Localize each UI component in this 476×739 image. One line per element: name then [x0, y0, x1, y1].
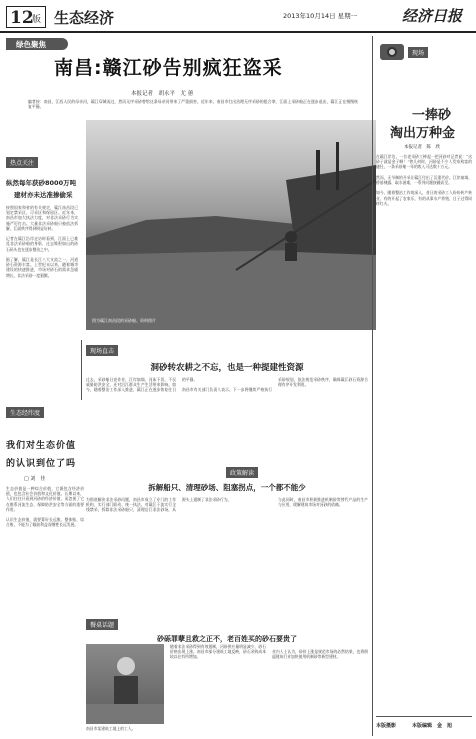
photo-scene [86, 120, 376, 330]
center-tag: 政策解读 [226, 467, 258, 478]
essay-tag: 生态经纬度 [6, 407, 44, 418]
left-subheading: 建材亦未达准掺偷采 [14, 191, 73, 199]
issue-date: 2013年10月14日 星期一 [283, 12, 358, 20]
page-header [0, 0, 476, 32]
right-byline: 本报记者 陈 欣 [404, 145, 440, 150]
right-footer-left: 本版摄影 [376, 723, 397, 729]
right-headline-1: 一捧砂 [412, 108, 452, 123]
right-tag: 现场 [408, 47, 428, 58]
bottom-photo-caption: 南昌市某建筑工地上的工人。 [86, 726, 136, 731]
essay-author: □ 刘 佳 [24, 476, 46, 482]
section-title: 生态经济 [54, 9, 115, 27]
essay-body: 生态价值是一种综合价值，它既包含经济价值，也包含社会价值和文化价值。长期以来，人们往往只看到河砂的经济价值，而忽视了它在维系河流生态、保障防洪安全等方面的重要作用。 认识生态价值，就要算好长远账、整体账、综合账，不能为了眼前利益而牺牲长远发展。 [6, 486, 84, 528]
bottom-body: 随着非法采砂得到有效遏制，河砂供应量明显减少，砂石价格出现上涨。南昌市部分建筑工地反映，砂石采购成本较以往有所增加。 业内人士认为，砂价上涨是规范市场的必然结果，也将倒逼建筑行业加快使用机制砂等新型建材。 [170, 644, 368, 660]
page-number-box [6, 6, 46, 28]
lead-intro: 编者按：南昌，江西人民的母亲河，赣江穿城而过，然而无序采砂曾给这条母亲河带来了严重损害。近年来，南昌市打出治理无序采砂的组合拳，江面上采砂船正在逐步退出，赣江正在慢慢恢复平静。 [28, 99, 358, 110]
mid-article [86, 338, 368, 458]
right-footer-rule [376, 716, 472, 717]
lead-tag [6, 38, 68, 50]
left-essay [6, 400, 84, 730]
masthead-logo: 经济日报 [402, 7, 463, 25]
lead-byline: 本报记者 胡永平 尤 蕙 [131, 91, 194, 97]
mid-divider [81, 340, 82, 400]
left-sub-tag: 热点关注 [6, 157, 38, 168]
right-divider [372, 36, 373, 736]
worker-figure [86, 644, 164, 724]
mid-tag: 现场直击 [86, 345, 118, 356]
essay-title: 我们对生态价值的认识到位了吗 [6, 441, 77, 469]
mid-heading: 洞砂转农耕之不忘，也是一种提建性资源 [150, 363, 304, 373]
right-column [376, 38, 472, 736]
lead-photo [86, 120, 376, 330]
lead-headline: 南昌:赣江砂告别疯狂盗采 [54, 57, 283, 79]
bottom-photo [86, 644, 164, 724]
center-article [86, 460, 368, 610]
left-heading: 纵然每年获砂8000万吨 [6, 179, 77, 187]
photo-caption: 图为赣江南昌段的采砂船。资料图片 [92, 318, 156, 323]
left-body: 按照国家和省的有关规定，赣江南昌段已划定禁采区、可采区和保留区。近年来，南昌市加大执法力度，对非法采砂行为实施严厉打击。大量非法采砂船只被依法拆解，江面秩序得到明显好转。 记者在赣江沿岸走访时看到，江面上已难觅非法采砂船的身影，过去堆积如山的砂石码头也在逐步整治之中。 据了解，赣江是长江八大支流之一，河道砂石资源丰富。上世纪末以来，随着城市建设的快速推进，市场对砂石的需求急剧增长，非法采砂一度猖獗。 [6, 205, 78, 278]
bottom-tag: 餐桌话题 [86, 619, 118, 630]
center-heading: 拆解船只、清理砂场、阻塞拐点，一个都不能少 [148, 483, 306, 492]
right-body: 在赣江岸边，一位老采砂工捧起一把河砂对记者说：“这砂子就是金子啊！”曾几何时，河砂是不少人发家致富的捷径，一条采砂船一年的收入可达数十万元。 然而，无节制的开采让赣江付出了沉重代价。江岸崩塌、桥基裸露、取水困难，一系列问题接踵而至。 如今，随着整治工作的深入，昔日的采砂工人纷纷转产转业，有的开起了农家乐，有的从事水产养殖，日子过得同样红火。 [376, 154, 472, 206]
right-camera-icon [380, 44, 404, 60]
page-suffix: 版 [32, 15, 42, 25]
bottom-feature [86, 612, 368, 736]
page-number: 12 [10, 8, 34, 28]
header-rule [0, 31, 476, 33]
right-headline-2: 淘出万种金 [390, 126, 456, 141]
right-footer-right: 本版编辑 金 旭 [412, 723, 453, 729]
left-column [6, 150, 78, 390]
center-body: 为彻底解决非法采砂问题，南昌市成立了专门的工作机构，实行部门联动、统一执法。对赣江干流实行全线禁采，拆除非法采砂船只，清理沿江非法砂场，从源头上遏制了非法采砂行为。 与此同时，南昌市积极推进机制砂等替代产品的生产与应用，缓解建筑市场对河砂的依赖。 [86, 497, 368, 513]
lead-tag-text: 绿色聚焦 [16, 40, 46, 49]
bottom-heading: 砂砾罪孽且救之正不，老百姓买的砂石要贵了 [157, 635, 297, 643]
mid-body: 过去，采砂船日夜作业，江岸崩塌、河床下切，不仅威胁防洪安全，还对沿江群众生产生活带来影响。如今，随着整治工作深入推进，赣江正在逐步恢复往日的平静。 南昌市有关部门负责人表示，下一步将继续严格执行采砂规划，依法规范采砂秩序，确保赣江砂石资源合理有序开发利用。 [86, 377, 368, 393]
